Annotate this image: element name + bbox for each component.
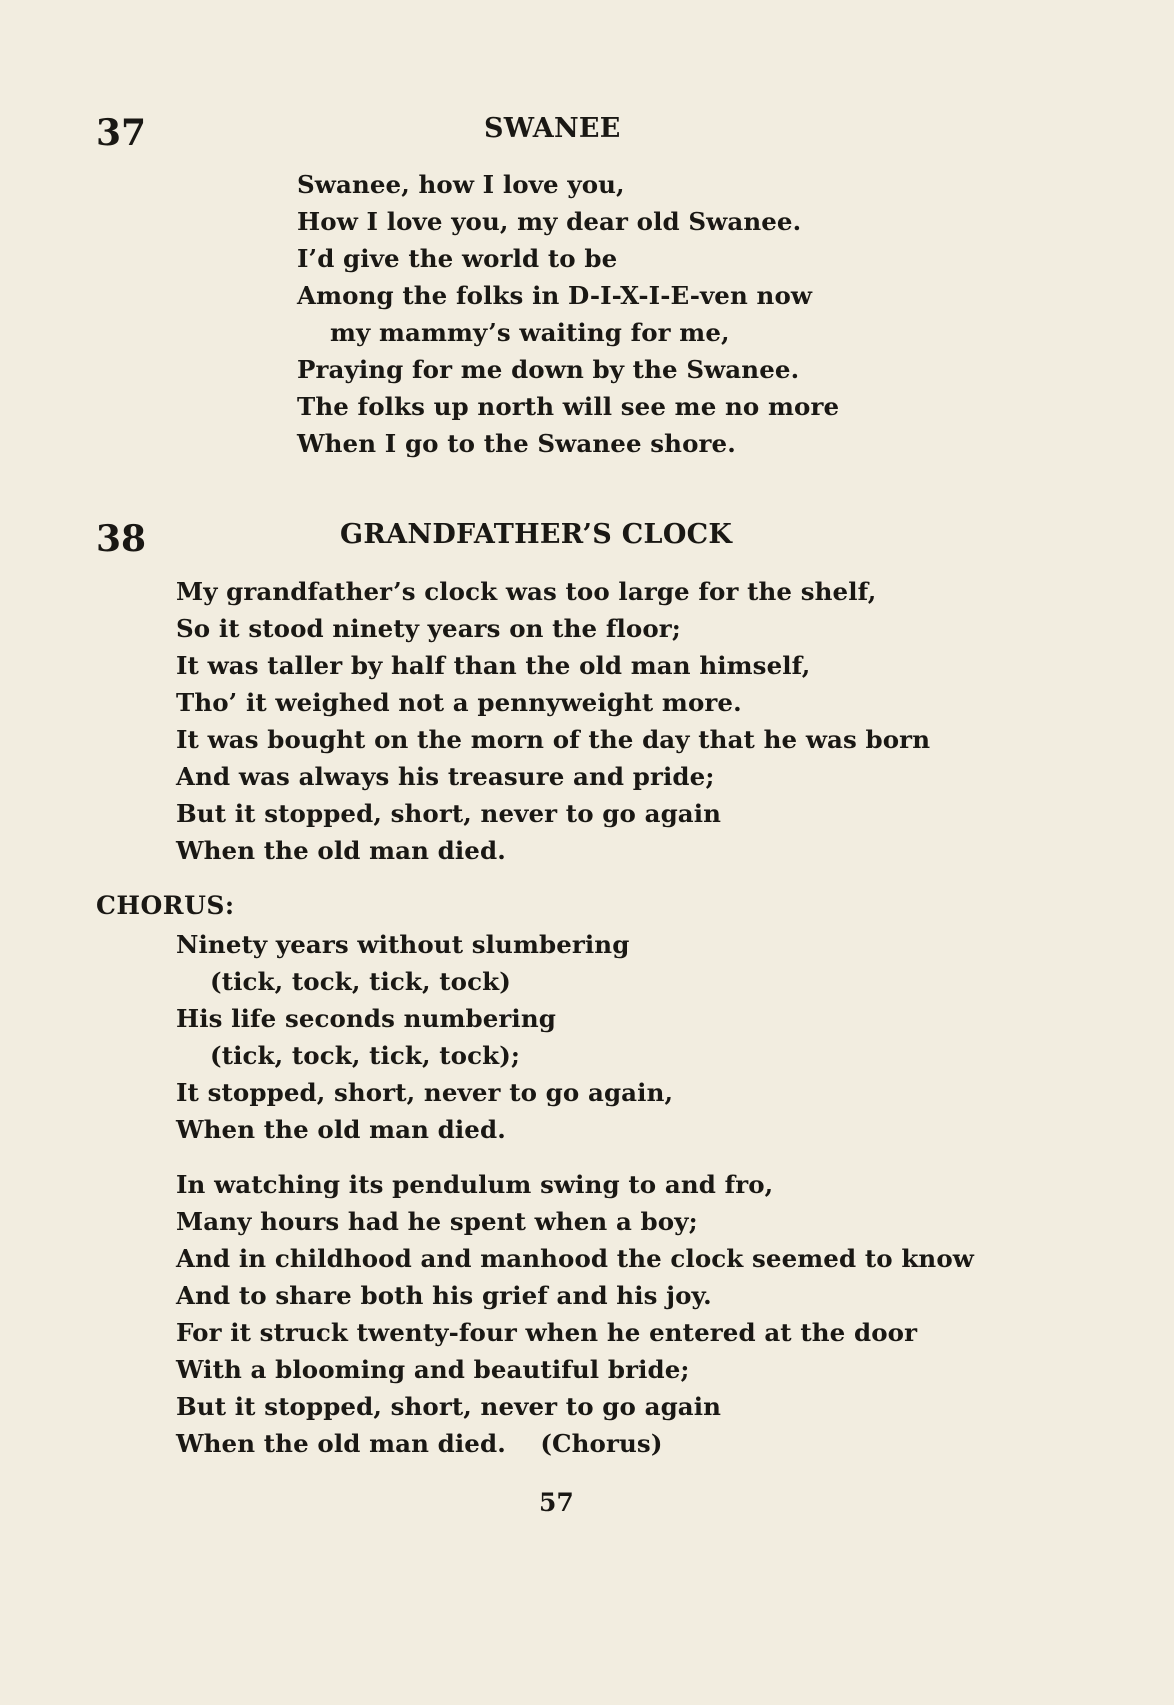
lyric-line: Swanee, how I love you,	[297, 170, 625, 199]
lyric-line: When the old man died.	[176, 836, 506, 865]
lyric-line: When I go to the Swanee shore.	[297, 429, 736, 458]
chorus-line: (tick, tock, tick, tock)	[210, 967, 511, 996]
lyric-line: My grandfather’s clock was too large for the shelf,	[176, 577, 877, 606]
lyric-line: my mammy’s waiting for me,	[330, 318, 730, 347]
lyric-line: But it stopped, short, never to go again	[176, 1392, 722, 1421]
lyric-line: It was bought on the morn of the day that he was born	[176, 725, 931, 754]
lyric-line: With a blooming and beautiful bride;	[176, 1355, 690, 1384]
lyric-line: When the old man died. (Chorus)	[176, 1429, 663, 1458]
lyric-line: For it struck twenty-four when he entered at the door	[176, 1318, 918, 1347]
lyric-line: And to share both his grief and his joy.	[176, 1281, 712, 1310]
chorus-line: It stopped, short, never to go again,	[176, 1078, 674, 1107]
chorus-line: Ninety years without slumbering	[176, 930, 630, 959]
lyric-line: Praying for me down by the Swanee.	[297, 355, 800, 384]
song-title: SWANEE	[484, 113, 621, 144]
lyric-line: Among the folks in D-I-X-I-E-ven now	[297, 281, 813, 310]
lyric-line: Tho’ it weighed not a pennyweight more.	[176, 688, 742, 717]
lyric-line: And was always his treasure and pride;	[176, 762, 715, 791]
song-number: 38	[96, 518, 147, 560]
lyric-line: How I love you, my dear old Swanee.	[297, 207, 802, 236]
chorus-line: His life seconds numbering	[176, 1004, 556, 1033]
lyric-line: And in childhood and manhood the clock seemed to know	[176, 1244, 974, 1273]
lyric-line: Many hours had he spent when a boy;	[176, 1207, 698, 1236]
lyric-line: So it stood ninety years on the floor;	[176, 614, 681, 643]
lyric-line: In watching its pendulum swing to and fro,	[176, 1170, 774, 1199]
song-number: 37	[96, 112, 147, 154]
chorus-line: (tick, tock, tick, tock);	[210, 1041, 521, 1070]
lyric-line: But it stopped, short, never to go again	[176, 799, 722, 828]
lyric-line: I’d give the world to be	[297, 244, 618, 273]
chorus-line: When the old man died.	[176, 1115, 506, 1144]
chorus-label: CHORUS:	[96, 891, 235, 920]
lyric-line: The folks up north will see me no more	[297, 392, 840, 421]
song-title: GRANDFATHER’S CLOCK	[340, 519, 733, 550]
lyric-line: It was taller by half than the old man himself,	[176, 651, 811, 680]
page-number: 57	[539, 1488, 574, 1517]
